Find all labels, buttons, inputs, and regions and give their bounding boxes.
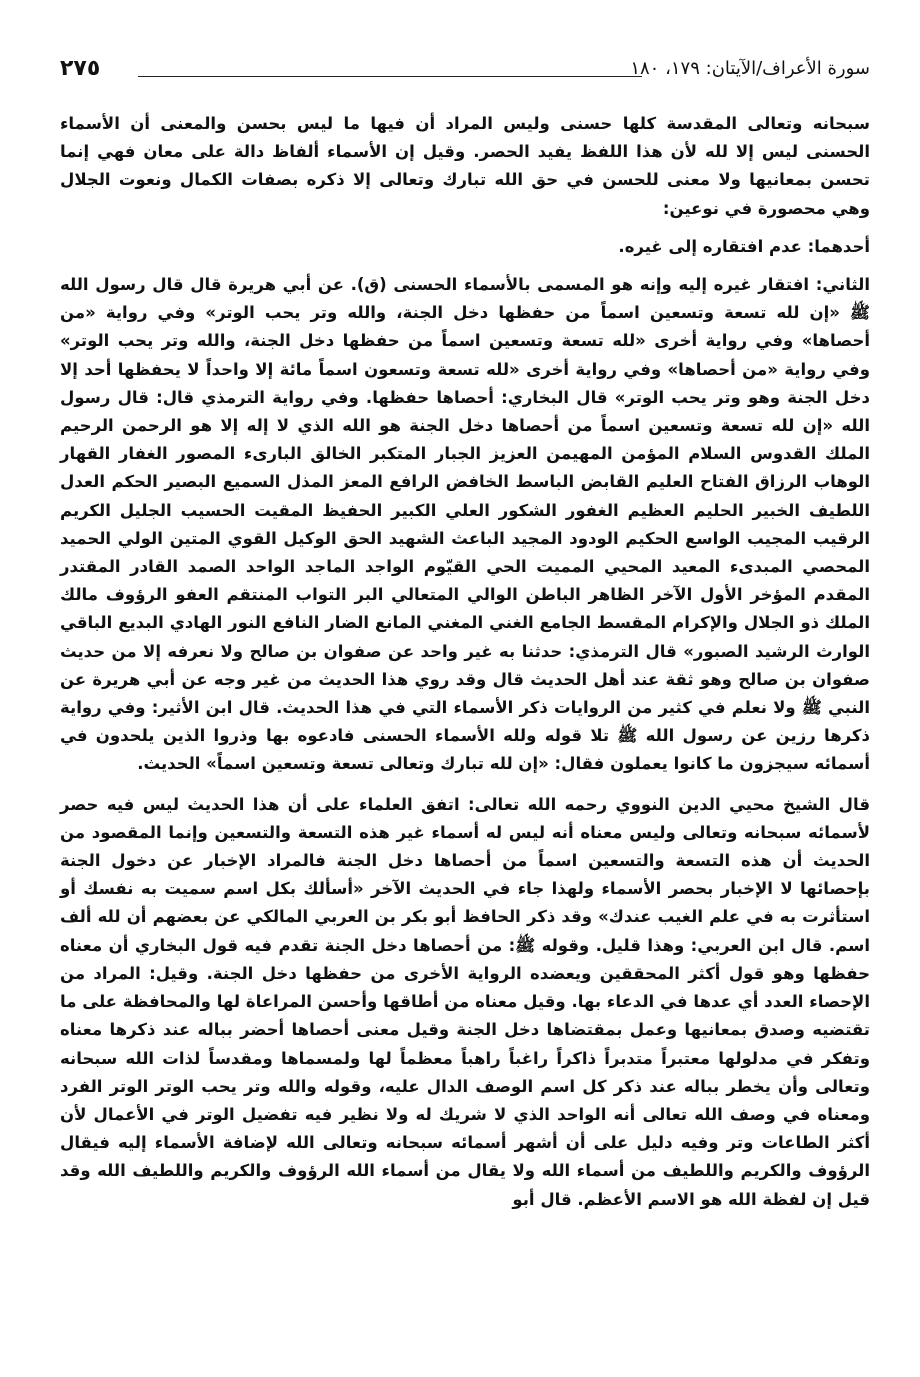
running-title: سورة الأعراف/الآيتان: ١٧٩، ١٨٠ bbox=[630, 58, 870, 79]
paragraph-1-text: سبحانه وتعالى المقدسة كلها حسنى وليس المراد أن فيها ما ليس بحسن والمعنى أن الأسماء الحسنى ليس إلا لله لأن هذا اللفظ يفيد الحصر. وقيل إن الأسماء ألفاظ دالة على معان فهي إنما تحسن بمعانيها ولا معنى للحسن في حق الله تبارك وتعالى إلا ذكره بصفات الكمال ونعوت الجلال وهي محصورة في نوعين: bbox=[60, 114, 870, 218]
paragraph-4 bbox=[60, 791, 870, 1214]
paragraph-2 bbox=[60, 233, 870, 261]
paragraph-3-lead: الثاني: bbox=[815, 275, 870, 295]
paragraph-4-text: قال الشيخ محيي الدين النووي رحمه الله تعالى: اتفق العلماء على أن هذا الحديث ليس فيه حصر لأسمائه سبحانه وتعالى وليس معناه أنه ليس له أسماء غير هذه التسعة والتسعين وإنما المقصود من الحديث أن هذه التسعة والتسعين اسماً من أحصاها دخل الجنة فالمراد الإخبار عن دخول الجنة بإحصائها لا الإخبار بحصر الأسماء ولهذا جاء في الحديث الآخر «أسألك بكل اسم سميت به نفسك أو استأثرت به في علم الغيب عندك» وقد ذكر الحافظ أبو بكر بن العربي المالكي عن بعضهم أن لله ألف اسم. قال ابن العربي: وهذا قليل. وقوله ﷺ: من أحصاها دخل الجنة تقدم فيه قول البخاري أن معناه حفظها وهو قول أكثر المحققين ويعضده الرواية الأخرى من حفظها دخل الجنة. وقيل: المراد من الإحصاء العدد أي عدها في الدعاء بها. وقيل معناه من أطاقها وأحسن المراعاة لها والمحافظة على ما تقتضيه وصدق بمعانيها وعمل بمقتضاها دخل الجنة وقيل معنى أحصاها أحضر بباله عند ذكرها معناه وتفكر في مدلولها معتبراً متدبراً ذاكراً راغباً راهباً معظماً لها ولمسماها ومقدساً لذات الله سبحانه وتعالى وأن يخطر بباله عند ذكر كل اسم الوصف الدال عليه، وقوله والله وتر يحب الوتر الوتر الفرد ومعناه في وصف الله تعالى أنه الواحد الذي لا شريك له ولا نظير فيه تفضيل الوتر في الأعمال لأن أكثر الطاعات وتر وفيه دليل على أن أشهر أسمائه سبحانه وتعالى الله لإضافة الأسماء إليه فيقال الرؤوف والكريم واللطيف من أسماء الله ولا يقال من أسماء الله الرؤوف والكريم واللطيف الله وقد قيل إن لفظة الله هو الاسم الأعظم. قال أبو bbox=[60, 794, 870, 1209]
paragraph-3 bbox=[60, 271, 870, 779]
paragraph-3-text: افتقار غيره إليه وإنه هو المسمى بالأسماء الحسنى (ق). عن أبي هريرة قال قال رسول الله ﷺ «إن لله تسعة وتسعين اسماً من حفظها دخل الجنة، والله وتر يحب الوتر» وفي رواية «من أحصاها» وفي رواية أخرى «لله تسعة وتسعين اسماً من حفظها دخل الجنة، والله وتر يحب الوتر» وفي رواية «من أحصاها» وفي رواية أخرى «لله تسعة وتسعون اسماً مائة إلا واحداً لا يحفظها أحد إلا دخل الجنة وهو وتر يحب الوتر» قال البخاري: أحصاها حفظها. وفي رواية الترمذي قال: قال رسول الله «إن لله تسعة وتسعين اسماً من أحصاها دخل الجنة هو الله الذي لا إله إلا هو الرحمن الرحيم الملك القدوس السلام المؤمن المهيمن العزيز الجبار المتكبر الخالق البارىء المصور الغفار القهار الوهاب الرزاق الفتاح العليم القابض الباسط الخافض الرافع المعز المذل السميع البصير الحكم العدل اللطيف الخبير الحليم العظيم الغفور الشكور العلي الكبير الحفيظ المقيت الحسيب الجليل الكريم الرقيب المجيب الواسع الحكيم الودود المجيد الباعث الشهيد الحق الوكيل القوي المتين الولي الحميد المحصي المبدىء المعيد المحيي المميت الحي القيّوم الواجد الماجد الواحد الصمد القادر المقتدر المقدم المؤخر الأول الآخر الظاهر الباطن الوالي المتعالي البر التواب المنتقم العفو الرؤوف مالك الملك ذو الجلال والإكرام المقسط الجامع الغني المغني المانع الضار النافع النور الهادي البديع الباقي الوارث الرشيد الصبور» قال الترمذي: حدثنا به غير واحد عن صفوان بن صالح ولا نعرفه إلا من حديث صفوان بن صالح وهو ثقة عند أهل الحديث قال وقد روي هذا الحديث من غير وجه عن أبي هريرة عن النبي ﷺ ولا نعلم في كثير من الروايات ذكر الأسماء التي في هذا الحديث. قال ابن الأثير: وفي رواية ذكرها رزين عن رسول الله ﷺ تلا قوله ولله الأسماء الحسنى فادعوه بها وذروا الذين يلحدون في أسمائه سيجزون ما كانوا يعملون فقال: «إن لله تبارك وتعالى تسعة وتسعين اسماً» الحديث. bbox=[60, 275, 870, 774]
page-header bbox=[60, 56, 870, 90]
paragraph-2-lead: أحدهما: bbox=[807, 236, 870, 256]
header-rule bbox=[138, 76, 642, 77]
body-text bbox=[60, 110, 870, 1214]
paragraph-2-text: عدم افتقاره إلى غيره. bbox=[618, 236, 808, 256]
paragraph-1 bbox=[60, 110, 870, 223]
page-number: ٢٧٥ bbox=[60, 56, 101, 81]
